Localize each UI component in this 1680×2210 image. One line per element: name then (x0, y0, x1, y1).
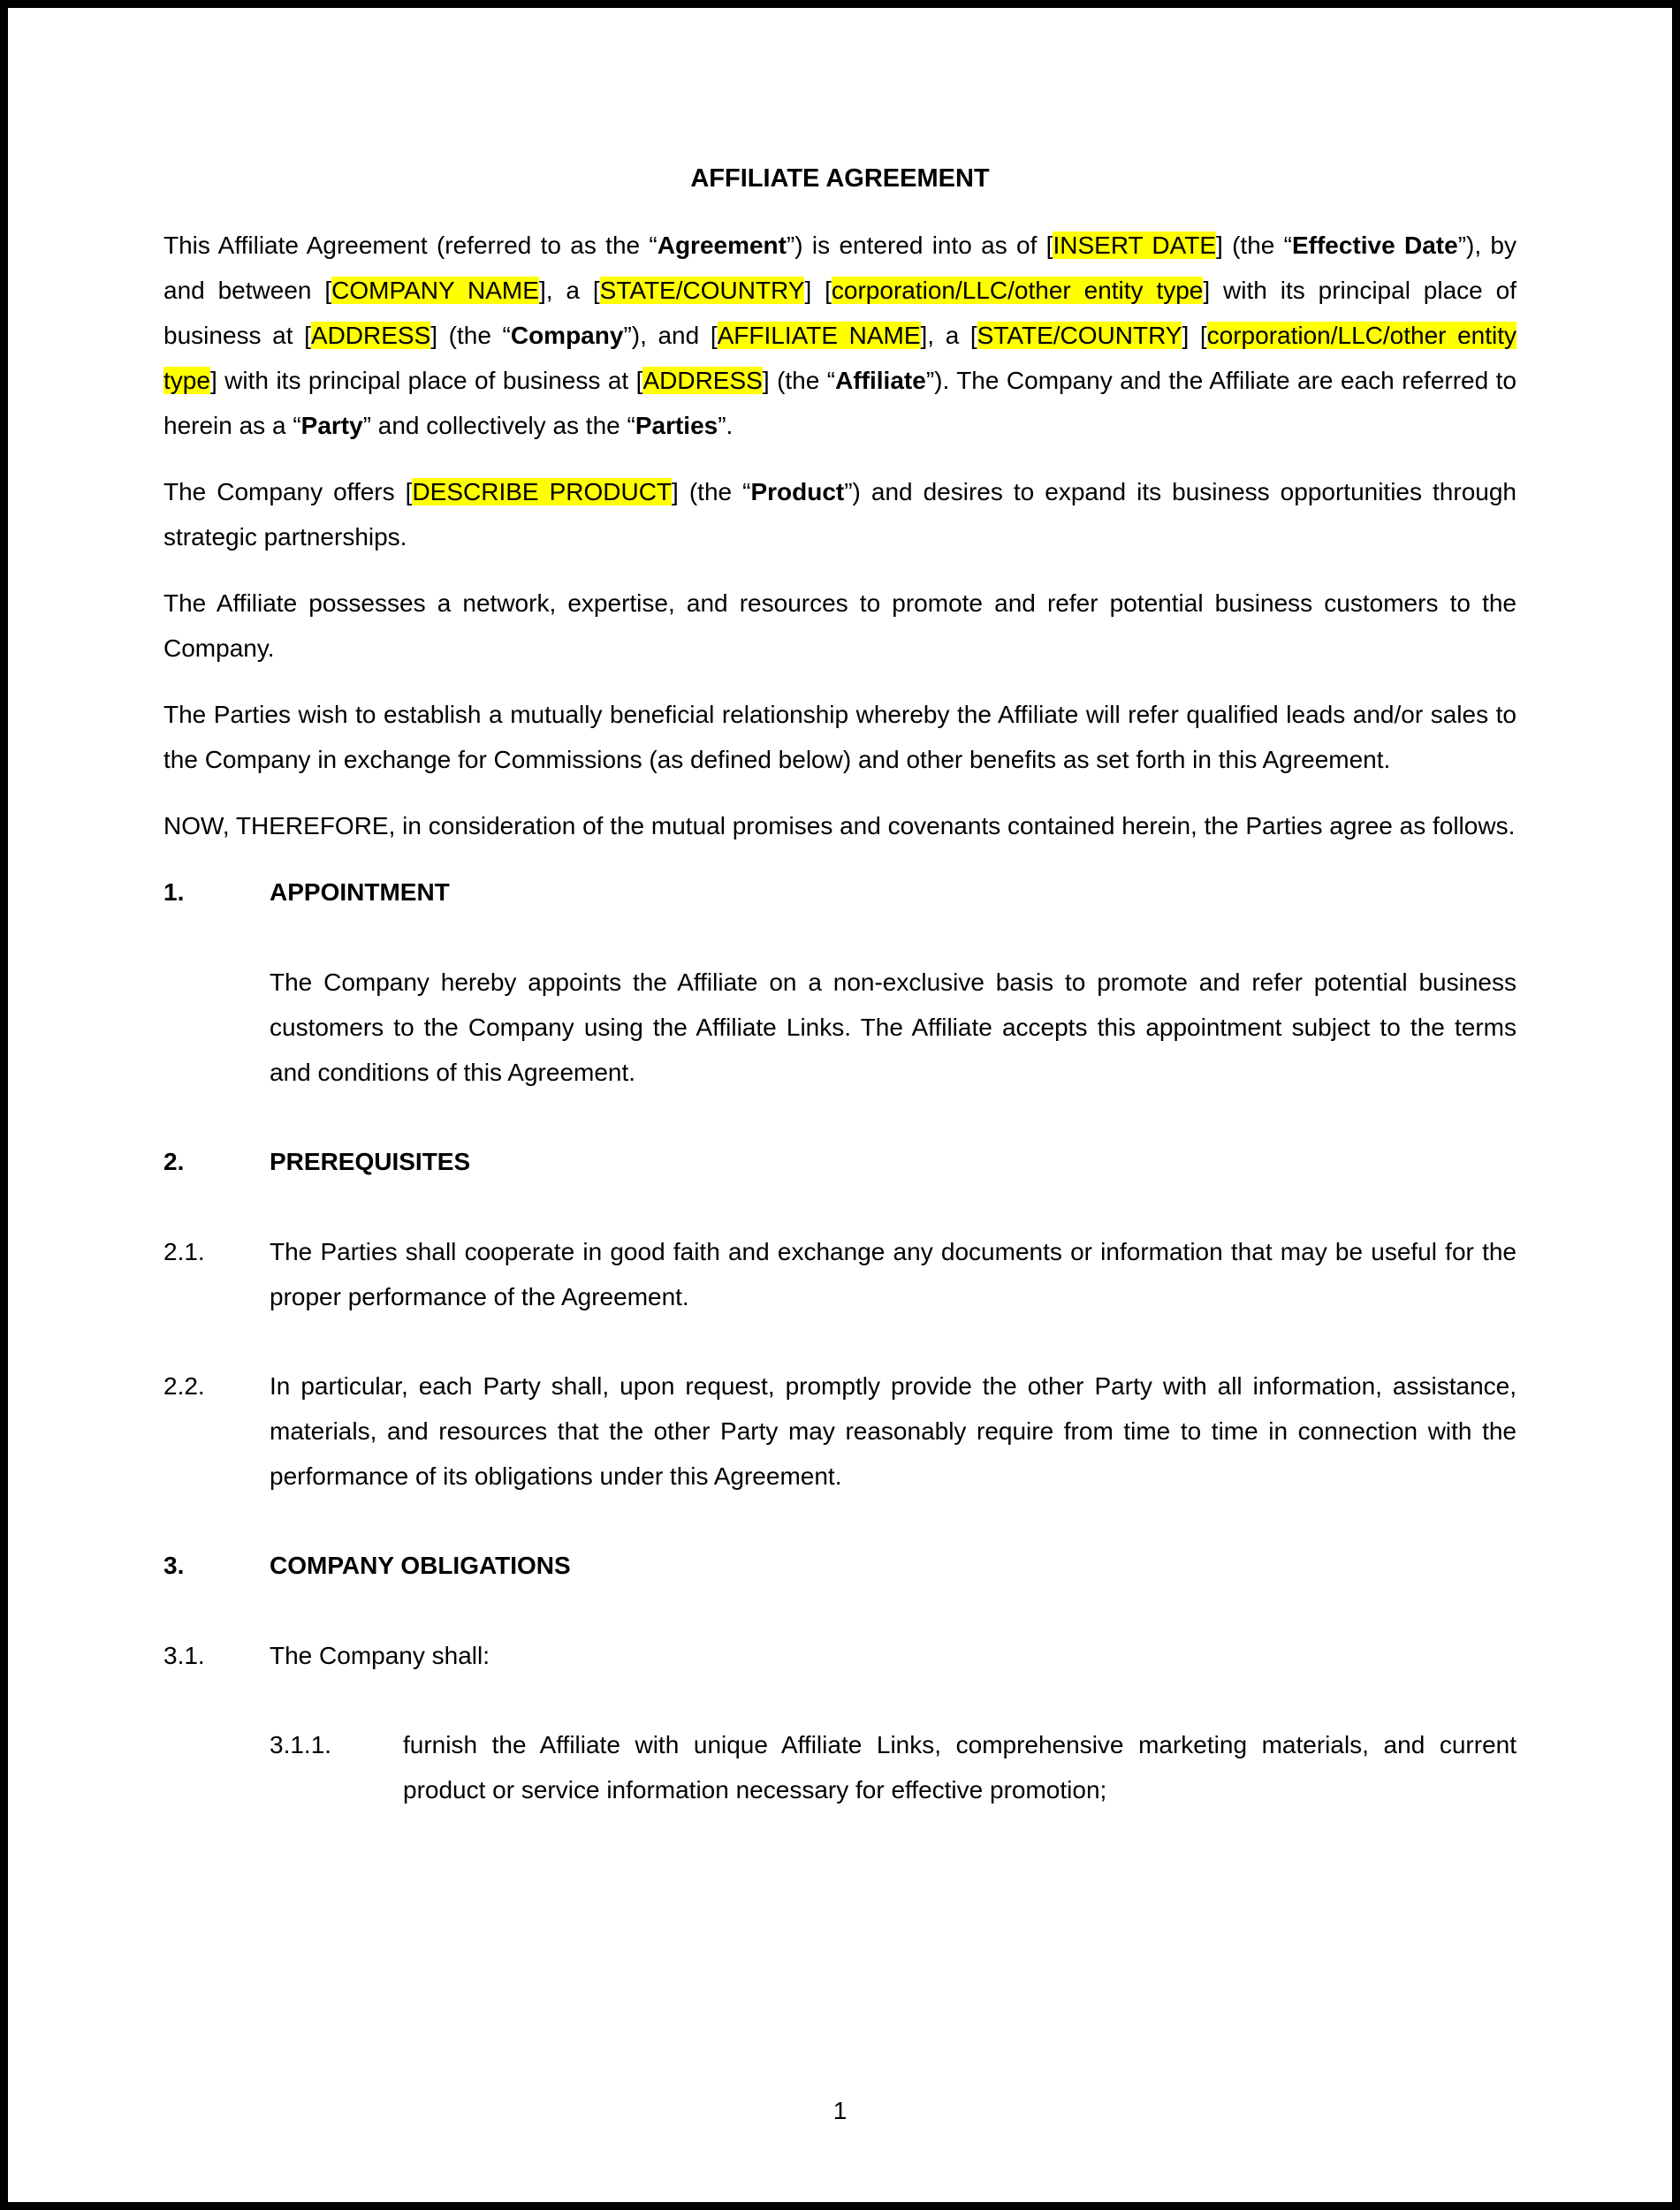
numbered-clause (163, 1363, 1517, 1499)
numbered-clause (163, 1229, 1517, 1319)
text-run: ”). The Company and the Affiliate are each referred to herein as a “ (163, 367, 1517, 439)
text-run: ] [ (804, 277, 832, 304)
text-run: Parties (635, 412, 718, 439)
paragraph (163, 469, 1517, 559)
text-run: ”), by and between [ (163, 232, 1517, 304)
highlight-placeholder: ADDRESS (310, 322, 431, 349)
paragraph (163, 223, 1517, 448)
section-number: 2. (163, 1148, 185, 1175)
section-heading (163, 1139, 1517, 1184)
text-run: This Affiliate Agreement (referred to as the “ (163, 232, 658, 259)
text-run: ”) is entered into as of [ (786, 232, 1053, 259)
text-run: ], a [ (538, 277, 600, 304)
text-run: Company (510, 322, 624, 349)
text-run: ] (the “ (1216, 232, 1292, 259)
highlight-placeholder: STATE/COUNTRY (977, 322, 1182, 349)
text-run: The Company offers [ (163, 478, 413, 505)
section-heading (163, 1543, 1517, 1588)
text-run: The Company shall: (270, 1642, 490, 1669)
text-run: The Parties wish to establish a mutually beneficial relationship whereby the Affiliate will refer qualified leads and/or sales to the Company in exchange for Commissions (as defined below) and other benefits as set forth in this Agreement. (163, 701, 1517, 773)
clause-number: 3.1. (163, 1642, 205, 1669)
clause-text (270, 1363, 1517, 1499)
text-run: ] with its principal place of business at [ (209, 367, 643, 394)
text-run: ] (the “ (430, 322, 511, 349)
numbered-clause (163, 1633, 1517, 1678)
section-number: 1. (163, 878, 185, 906)
text-run: ” and collectively as the “ (362, 412, 635, 439)
text-run: The Affiliate possesses a network, expertise, and resources to promote and refer potential business customers to the Company. (163, 589, 1517, 662)
text-run: NOW, THEREFORE, in consideration of the mutual promises and covenants contained herein, the Parties agree as follows. (163, 812, 1516, 839)
clause-text (270, 1633, 1517, 1678)
section-title: COMPANY OBLIGATIONS (270, 1552, 571, 1579)
paragraph (163, 692, 1517, 782)
text-run: Product (750, 478, 845, 505)
paragraph (163, 803, 1517, 848)
page-number: 1 (832, 2097, 848, 2124)
text-run: Party (300, 412, 363, 439)
indented-paragraph (270, 960, 1517, 1095)
highlight-placeholder: STATE/COUNTRY (599, 277, 805, 304)
highlight-placeholder: AFFILIATE NAME (717, 322, 921, 349)
highlight-placeholder: corporation/LLC/other entity type (163, 322, 1517, 394)
subclause-number: 3.1.1. (270, 1731, 332, 1758)
text-run: Agreement (657, 232, 787, 259)
text-run: ”) and desires to expand its business opportunities through strategic partnerships. (163, 478, 1517, 551)
highlight-placeholder: DESCRIBE PRODUCT (412, 478, 673, 505)
text-run: In particular, each Party shall, upon request, promptly provide the other Party with all information, assistance, materials, and resources that the other Party may reasonably require from time to time in connection with the performance of its obligations under this Agreement. (270, 1372, 1517, 1490)
paragraph (163, 581, 1517, 671)
highlight-placeholder: corporation/LLC/other entity type (831, 277, 1204, 304)
text-run: ] (the “ (762, 367, 836, 394)
document-body (163, 223, 1517, 1812)
text-run: ] [ (1182, 322, 1207, 349)
text-run: The Company hereby appoints the Affiliate on a non-exclusive basis to promote and refer potential business customers to the Company using the Affiliate Links. The Affiliate accepts this appointment subject to the terms and conditions of this Agreement. (270, 968, 1517, 1086)
text-run: ] (the “ (672, 478, 751, 505)
text-run: The Parties shall cooperate in good faith and exchange any documents or information that may be useful for the proper performance of the Agreement. (270, 1238, 1517, 1310)
subclause-text (403, 1722, 1517, 1812)
subclause (163, 1722, 1517, 1812)
clause-text (270, 1229, 1517, 1319)
text-run: Affiliate (835, 367, 926, 394)
section-title: PREREQUISITES (270, 1148, 471, 1175)
text-run: Effective Date (1291, 232, 1458, 259)
text-run: ”), and [ (623, 322, 718, 349)
text-run: ”. (718, 412, 734, 439)
highlight-placeholder: COMPANY NAME (331, 277, 539, 304)
clause-number: 2.2. (163, 1372, 205, 1400)
text-run: furnish the Affiliate with unique Affiliate Links, comprehensive marketing materials, and current product or service information necessary for effective promotion; (403, 1731, 1517, 1804)
section-number: 3. (163, 1552, 185, 1579)
section-title: APPOINTMENT (270, 878, 450, 906)
document-title: AFFILIATE AGREEMENT (690, 164, 990, 193)
section-heading (163, 870, 1517, 915)
text-run: ] with its principal place of business at [ (163, 277, 1517, 349)
clause-number: 2.1. (163, 1238, 205, 1265)
text-run: ], a [ (920, 322, 977, 349)
highlight-placeholder: ADDRESS (642, 367, 763, 394)
highlight-placeholder: INSERT DATE (1053, 232, 1217, 259)
